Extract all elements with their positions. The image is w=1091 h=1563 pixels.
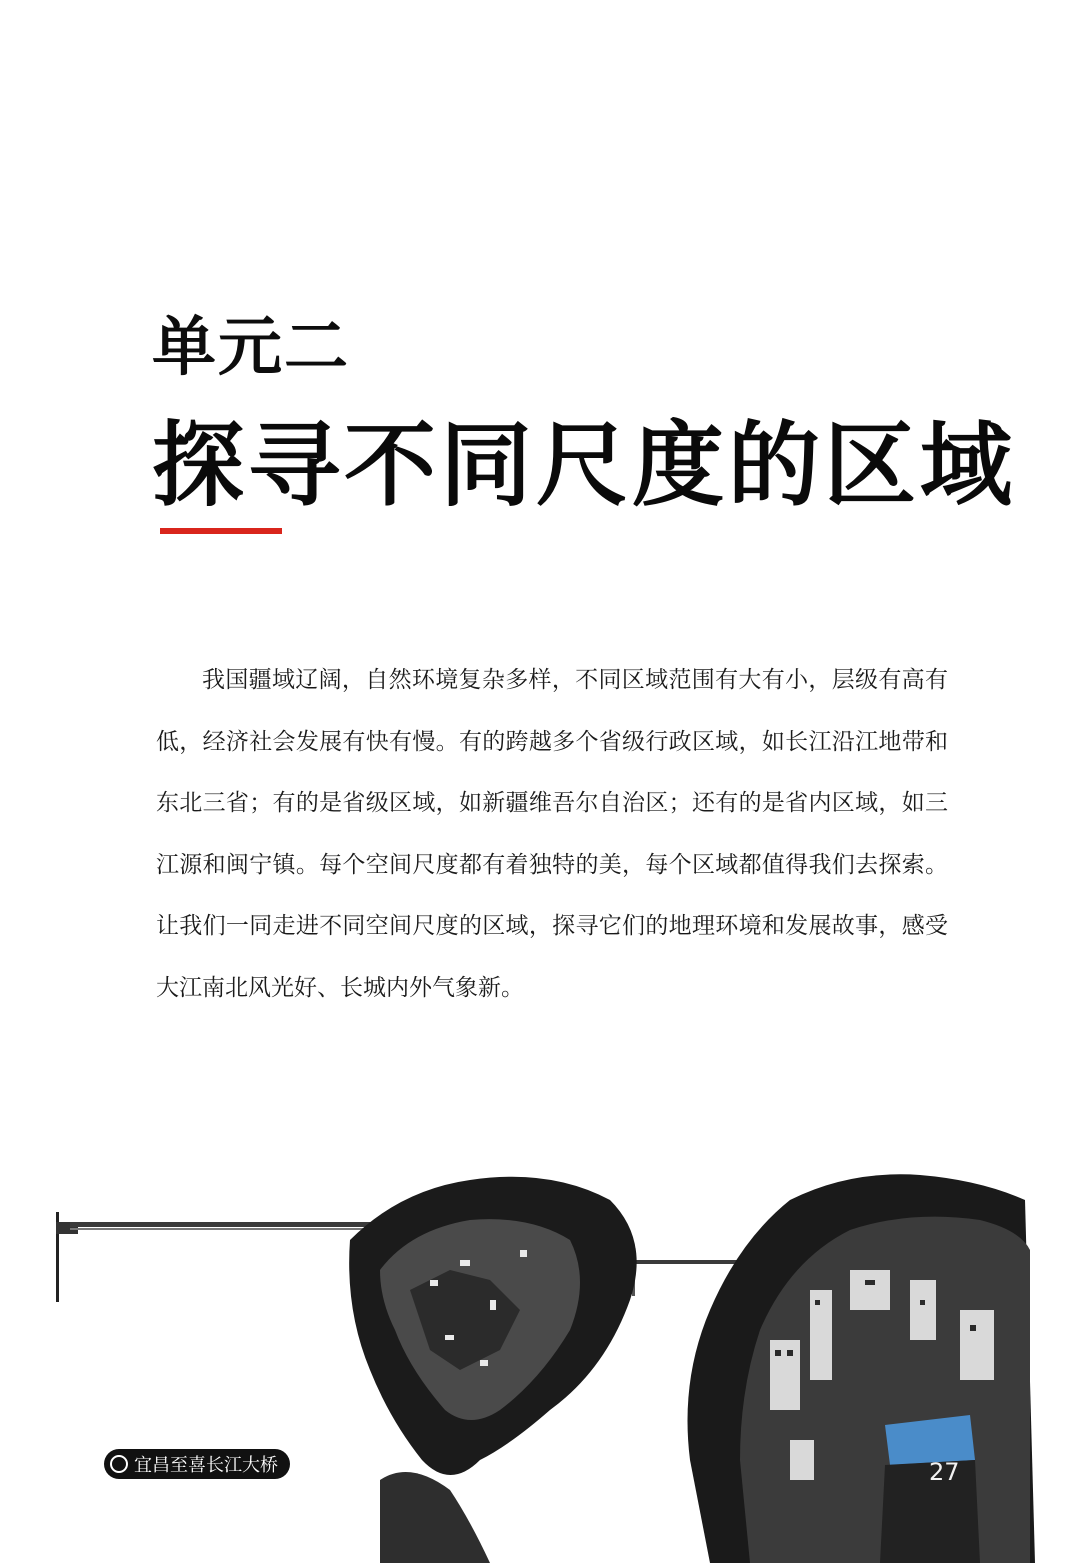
photo-caption: [104, 1449, 290, 1479]
photo-caption-text: 宜昌至喜长江大桥: [134, 1455, 278, 1476]
bridge-city-photo: [50, 1160, 1040, 1563]
intro-paragraph: 我国疆域辽阔，自然环境复杂多样，不同区域范围有大有小，层级有高有低，经济社会发展有快有慢。有的跨越多个省级行政区域，如长江沿江地带和东北三省；有的是省级区域，如新疆维吾尔自治区；还有的是省内区域，如三江源和闽宁镇。每个空间尺度都有着独特的美，每个区域都值得我们去探索。让我们一同走进不同空间尺度的区域，探寻它们的地理环境和发展故事，感受大江南北风光好、长城内外气象新。: [156, 667, 948, 1001]
title-divider: [160, 528, 282, 534]
unit-title: 探寻不同尺度的区域: [152, 411, 1017, 519]
page-number: 27: [929, 1458, 960, 1486]
unit-number: 单元二: [152, 311, 350, 385]
caption-bullet-icon: [110, 1455, 128, 1473]
